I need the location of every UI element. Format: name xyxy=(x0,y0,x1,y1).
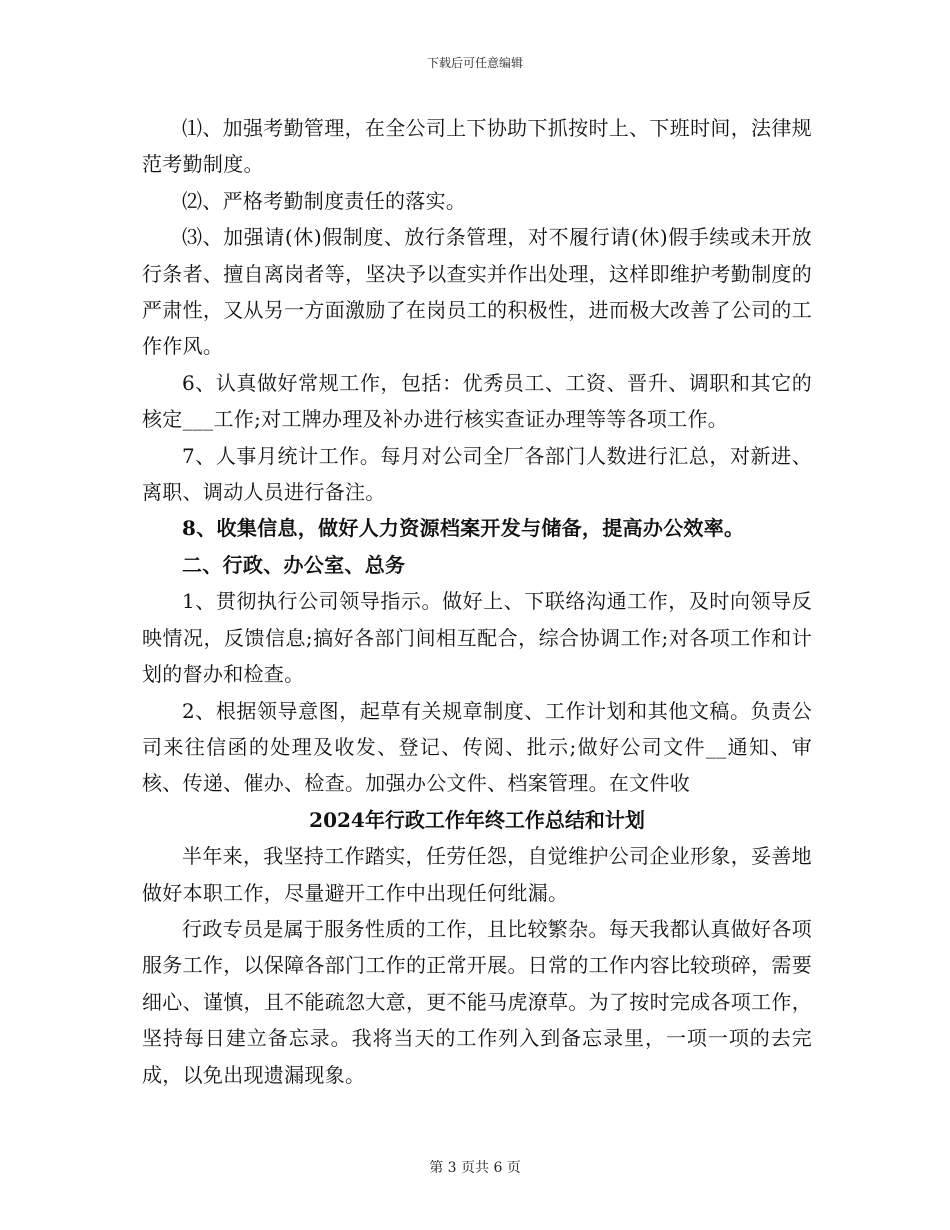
paragraph-attendance-responsibility: ⑵、严格考勤制度责任的落实。 xyxy=(182,188,467,213)
paragraph-hr-archives: 8、收集信息，做好人力资源档案开发与储备，提高办公效率。 xyxy=(182,516,745,541)
page-footer: 第 3 页共 6 页 xyxy=(429,1160,521,1176)
paragraph-drafting-documents: 2、根据领导意图，起草有关规章制度、工作计划和其他文稿。负责公司来往信函的处理及收发、登记、传阅、批示;做好公司文件__通知、审核、传递、催办、检查。加强办公文件、档案管理。在文件收 xyxy=(142,698,812,796)
paragraph-half-year-summary: 半年来，我坚持工作踏实，任劳任怨，自觉维护公司企业形象，妥善地做好本职工作，尽量避开工作中出现任何纰漏。 xyxy=(142,844,812,905)
paragraph-routine-work: 6、认真做好常规工作，包括：优秀员工、工资、晋升、调职和其它的核定___工作;对工牌办理及补办进行核实查证办理等等各项工作。 xyxy=(142,370,812,432)
paragraph-monthly-statistics: 7、人事月统计工作。每月对公司全厂各部门人数进行汇总，对新进、离职、调动人员进行备注。 xyxy=(142,443,812,505)
paragraph-admin-specialist: 行政专员是属于服务性质的工作，且比较繁杂。每天我都认真做好各项服务工作，以保障各部门工作的正常开展。日常的工作内容比较琐碎，需要细心、谨慎，且不能疏忽大意，更不能马虎潦草。为了按时完成各项工作，坚持每日建立备忘录。我将当天的工作列入到备忘录里，一项一项的去完成，以免出现遗漏现象。 xyxy=(142,916,812,1087)
paragraph-leave-system: ⑶、加强请(休)假制度、放行条管理，对不履行请(休)假手续或未开放行条者、擅自离岗者等，坚决予以查实并作出处理，这样即维护考勤制度的严肃性，又从另一方面激励了在岗员工的积极性，进而极大改善了公司的工作作风。 xyxy=(142,225,812,359)
document-title: 2024年行政工作年终工作总结和计划 xyxy=(309,807,645,832)
paragraph-attendance-management: ⑴、加强考勤管理，在全公司上下协助下抓按时上、下班时间，法律规范考勤制度。 xyxy=(142,116,812,177)
page-header: 下载后可任意编辑 xyxy=(426,56,523,70)
paragraph-leadership-instructions: 1、贯彻执行公司领导指示。做好上、下联络沟通工作，及时向领导反映情况，反馈信息;搞好各部门间相互配合，综合协调工作;对各项工作和计划的督办和检查。 xyxy=(142,589,812,687)
document-body xyxy=(142,110,812,1093)
section-heading-admin-office: 二、行政、办公室、总务 xyxy=(182,552,406,577)
